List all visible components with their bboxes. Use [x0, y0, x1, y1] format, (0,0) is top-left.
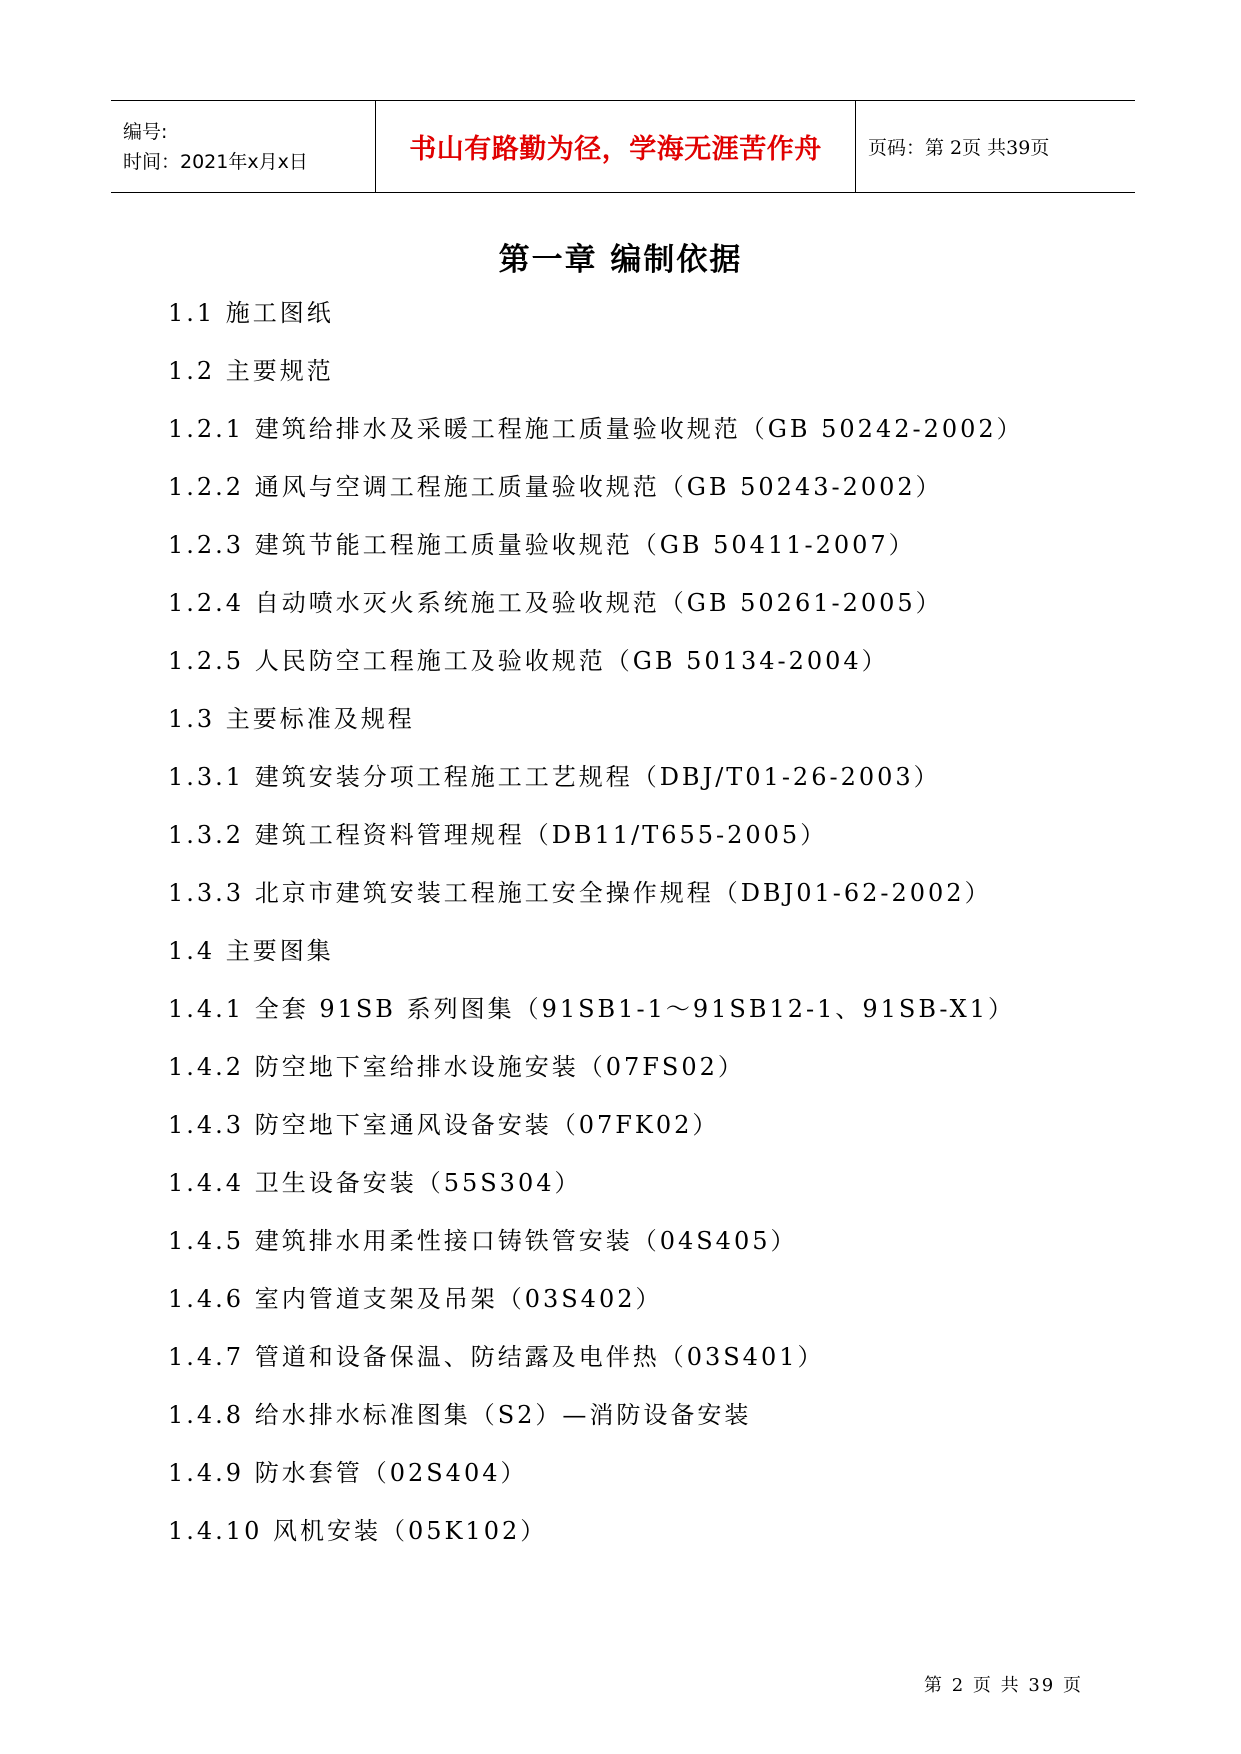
list-item: 1.4.6 室内管道支架及吊架（03S402） [168, 1285, 663, 1313]
list-item: 1.4.5 建筑排水用柔性接口铸铁管安装（04S405） [168, 1227, 798, 1255]
list-item: 1.1 施工图纸 [168, 299, 334, 327]
list-item: 1.2.2 通风与空调工程施工质量验收规范（GB 50243-2002） [168, 473, 943, 501]
list-item: 1.3 主要标准及规程 [168, 705, 415, 733]
motto-text: 书山有路勤为径，学海无涯苦作舟 [409, 134, 822, 165]
time-label: 时间：2021年x月x日 [123, 150, 308, 173]
list-item: 1.3.2 建筑工程资料管理规程（DB11/T655-2005） [168, 821, 828, 849]
list-item: 1.4.10 风机安装（05K102） [168, 1517, 548, 1545]
header-motto-cell [376, 101, 856, 192]
list-item: 1.2.1 建筑给排水及采暖工程施工质量验收规范（GB 50242-2002） [168, 415, 1024, 443]
chapter-title: 第一章 编制依据 [498, 242, 743, 278]
list-item: 1.2.5 人民防空工程施工及验收规范（GB 50134-2004） [168, 647, 889, 675]
list-item: 1.4 主要图集 [168, 937, 334, 965]
header-meta-cell [111, 101, 376, 192]
list-item: 1.3.1 建筑安装分项工程施工工艺规程（DBJ/T01-26-2003） [168, 763, 941, 791]
list-item: 1.2.3 建筑节能工程施工质量验收规范（GB 50411-2007） [168, 531, 916, 559]
list-item: 1.4.8 给水排水标准图集（S2）—消防设备安装 [168, 1401, 752, 1429]
list-item: 1.4.1 全套 91SB 系列图集（91SB1-1～91SB12-1、91SB-X1） [168, 995, 1016, 1023]
page-header [111, 100, 1135, 193]
number-label: 编号: [123, 120, 168, 143]
page-footer: 第 2 页 共 39 页 [924, 1675, 1083, 1696]
list-item: 1.4.9 防水套管（02S404） [168, 1459, 528, 1487]
list-item: 1.2 主要规范 [168, 357, 334, 385]
content-list [168, 293, 1024, 1569]
list-item: 1.2.4 自动喷水灭火系统施工及验收规范（GB 50261-2005） [168, 589, 943, 617]
list-item: 1.4.2 防空地下室给排水设施安装（07FS02） [168, 1053, 745, 1081]
header-page-cell [856, 101, 1135, 192]
page-code: 页码：第 2页 共39页 [868, 137, 1050, 159]
list-item: 1.4.4 卫生设备安装（55S304） [168, 1169, 582, 1197]
list-item: 1.4.7 管道和设备保温、防结露及电伴热（03S401） [168, 1343, 825, 1371]
list-item: 1.3.3 北京市建筑安装工程施工安全操作规程（DBJ01-62-2002） [168, 879, 992, 907]
list-item: 1.4.3 防空地下室通风设备安装（07FK02） [168, 1111, 720, 1139]
